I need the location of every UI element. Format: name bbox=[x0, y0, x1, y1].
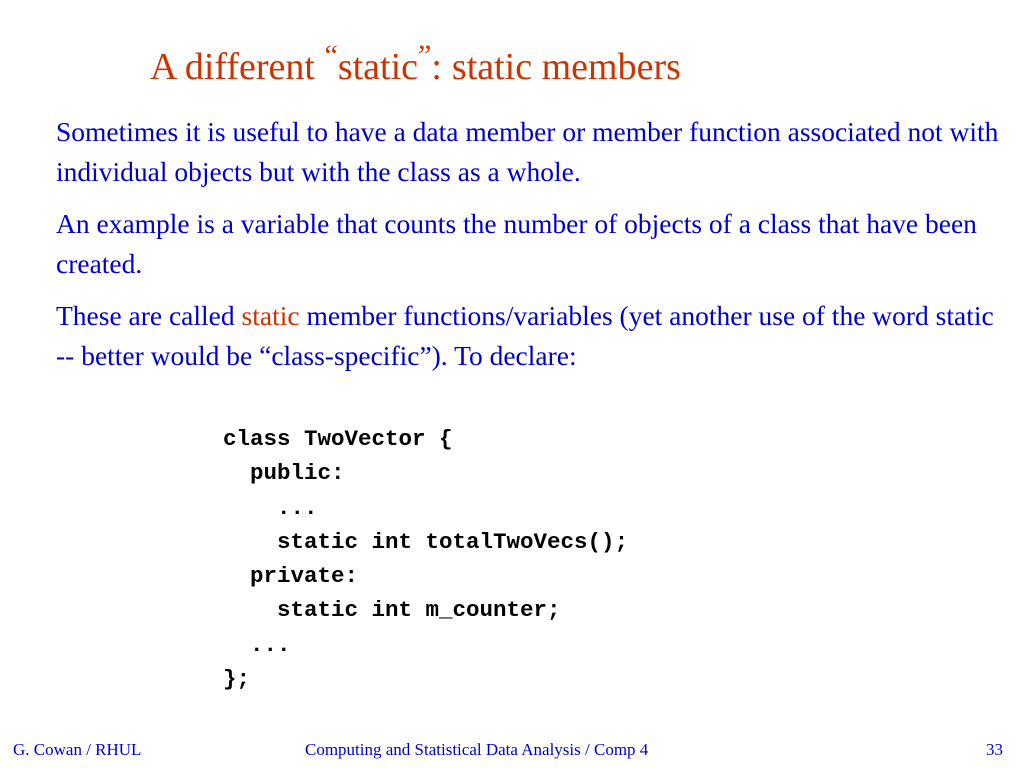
title-part1: A different bbox=[150, 46, 325, 88]
paragraph-3 bbox=[56, 296, 1006, 376]
slide-title bbox=[150, 38, 681, 91]
paragraph-1: Sometimes it is useful to have a data member or member function associated not with individual objects but with the class as a whole. bbox=[56, 116, 999, 187]
paragraph-3-before: These are called bbox=[56, 300, 242, 331]
code-line: ... bbox=[223, 631, 291, 658]
title-close-quote: ” bbox=[418, 39, 432, 72]
paragraph-3-after: member functions/variables (yet another use of the word static -- better would be “class-specific”). To declare: bbox=[56, 300, 994, 371]
code-block bbox=[223, 422, 628, 696]
code-line: ... bbox=[223, 494, 318, 521]
paragraph-3-highlight: static bbox=[241, 300, 300, 331]
code-line: public: bbox=[223, 460, 345, 487]
code-line: class TwoVector { bbox=[223, 426, 453, 452]
code-line: }; bbox=[223, 666, 251, 693]
code-line: static int m_counter; bbox=[223, 597, 561, 624]
slide-body bbox=[56, 112, 1006, 388]
title-part2: static members bbox=[451, 46, 681, 88]
code-line: static int totalTwoVecs(); bbox=[223, 528, 629, 555]
paragraph-2: An example is a variable that counts the number of objects of a class that have been created. bbox=[56, 208, 977, 279]
title-open-quote: “ bbox=[324, 39, 338, 72]
code-line: private: bbox=[223, 563, 359, 590]
footer-page-number: 33 bbox=[986, 740, 1003, 759]
footer-author: G. Cowan / RHUL bbox=[13, 740, 142, 759]
title-colon: : bbox=[431, 46, 442, 88]
footer-course: Computing and Statistical Data Analysis / Comp 4 bbox=[305, 740, 649, 759]
title-static-word: static bbox=[337, 46, 419, 88]
